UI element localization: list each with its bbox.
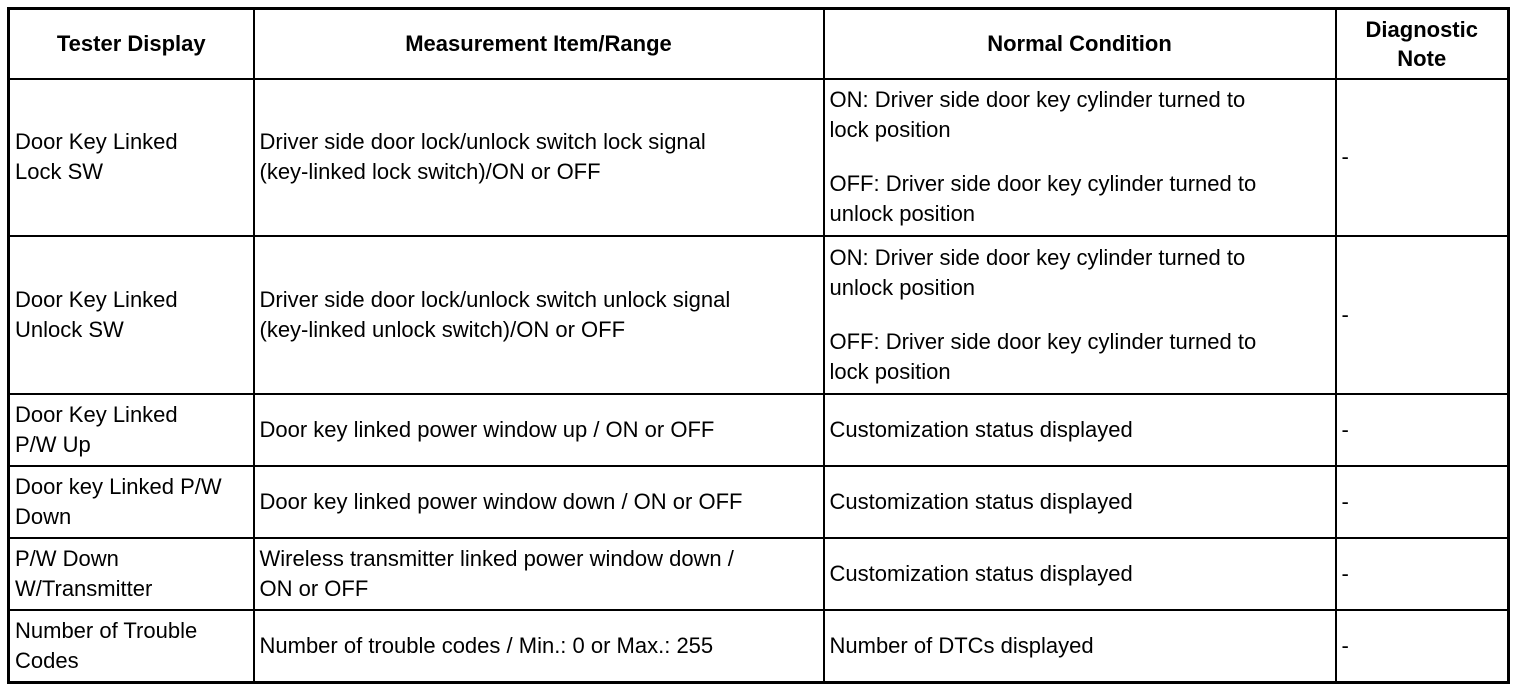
header-tester-display: Tester Display bbox=[9, 9, 254, 79]
table-row bbox=[9, 538, 1509, 610]
cell-measurement: Door key linked power window up / ON or OFF bbox=[254, 394, 824, 466]
cell-diagnostic-note: - bbox=[1336, 236, 1509, 394]
cell-measurement: Driver side door lock/unlock switch unlock signal (key-linked unlock switch)/ON or OFF bbox=[254, 236, 824, 394]
cell-measurement: Driver side door lock/unlock switch lock signal (key-linked lock switch)/ON or OFF bbox=[254, 79, 824, 237]
table-row bbox=[9, 610, 1509, 682]
cell-diagnostic-note: - bbox=[1336, 394, 1509, 466]
table-body bbox=[9, 79, 1509, 683]
cell-tester-display: Door Key Linked P/W Up bbox=[9, 394, 254, 466]
header-normal-condition: Normal Condition bbox=[824, 9, 1336, 79]
header-measurement: Measurement Item/Range bbox=[254, 9, 824, 79]
cell-diagnostic-note: - bbox=[1336, 610, 1509, 682]
cell-tester-display: Door Key Linked Unlock SW bbox=[9, 236, 254, 394]
cell-normal-condition: Customization status displayed bbox=[824, 466, 1336, 538]
cell-tester-display: Door Key Linked Lock SW bbox=[9, 79, 254, 237]
cell-tester-display: Door key Linked P/W Down bbox=[9, 466, 254, 538]
cell-measurement: Number of trouble codes / Min.: 0 or Max.: 255 bbox=[254, 610, 824, 682]
table-row bbox=[9, 236, 1509, 394]
condition-on: ON: Driver side door key cylinder turned to unlock position bbox=[829, 244, 1246, 300]
cell-tester-display: Number of Trouble Codes bbox=[9, 610, 254, 682]
cell-measurement: Door key linked power window down / ON or OFF bbox=[254, 466, 824, 538]
condition-on: ON: Driver side door key cylinder turned to lock position bbox=[829, 87, 1246, 143]
cell-normal-condition: Number of DTCs displayed bbox=[824, 610, 1336, 682]
cell-normal-condition: Customization status displayed bbox=[824, 394, 1336, 466]
cell-diagnostic-note: - bbox=[1336, 538, 1509, 610]
table-row bbox=[9, 79, 1509, 237]
condition-off: OFF: Driver side door key cylinder turned to lock position bbox=[829, 328, 1257, 384]
cell-normal-condition bbox=[824, 236, 1336, 394]
cell-normal-condition bbox=[824, 79, 1336, 237]
cell-measurement: Wireless transmitter linked power window down / ON or OFF bbox=[254, 538, 824, 610]
table-row bbox=[9, 394, 1509, 466]
cell-tester-display: P/W Down W/Transmitter bbox=[9, 538, 254, 610]
data-list-table bbox=[7, 7, 1510, 684]
cell-diagnostic-note: - bbox=[1336, 466, 1509, 538]
cell-diagnostic-note: - bbox=[1336, 79, 1509, 237]
condition-off: OFF: Driver side door key cylinder turned to unlock position bbox=[829, 171, 1257, 227]
table-row bbox=[9, 466, 1509, 538]
header-diagnostic-note: Diagnostic Note bbox=[1336, 9, 1509, 79]
table-header bbox=[9, 9, 1509, 79]
cell-normal-condition: Customization status displayed bbox=[824, 538, 1336, 610]
header-row bbox=[9, 9, 1509, 79]
